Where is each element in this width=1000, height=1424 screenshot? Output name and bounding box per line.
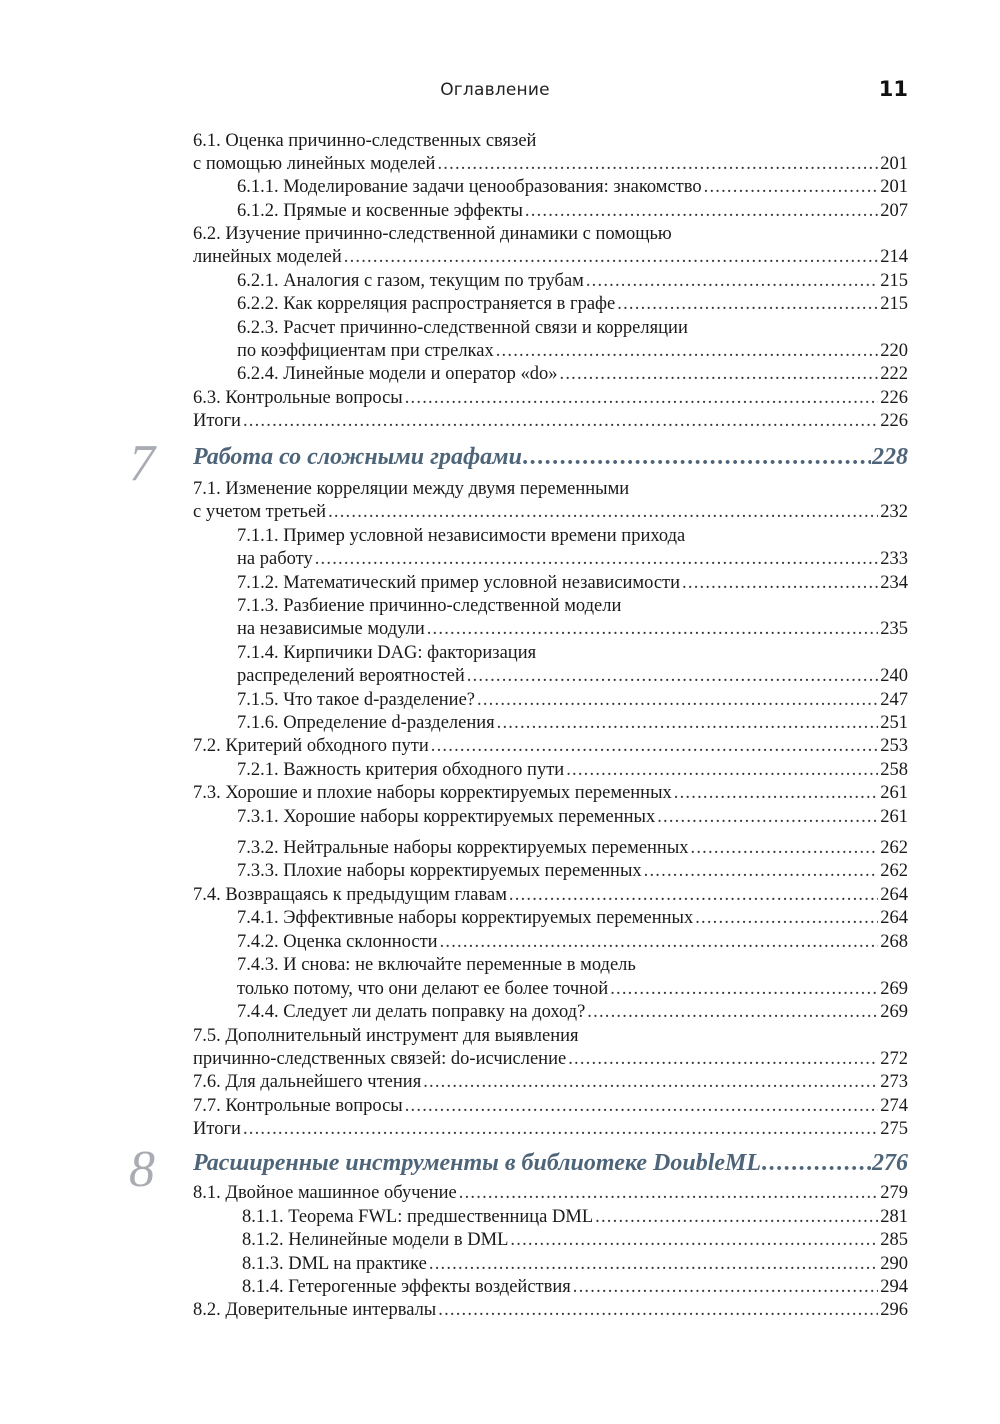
toc-entry[interactable]: 7.2. Критерий обходного пути ..... 253 [193, 734, 908, 758]
toc-entry[interactable]: 7.7. Контрольные вопросы ..... 274 [193, 1094, 908, 1118]
toc-entry[interactable]: 7.1.3. Разбиение причинно-следственной модели [237, 596, 622, 616]
toc-entry[interactable]: 7.1. Изменение корреляции между двумя переменными [193, 479, 630, 499]
toc-entry[interactable]: 8.1.1. Теорема FWL: предшественница DML ..... 281 [242, 1205, 908, 1229]
toc-entry[interactable]: 7.6. Для дальнейшего чтения ..... 273 [193, 1070, 908, 1094]
toc-entry[interactable]: 7.1.2. Математический пример условной независимости ..... 234 [237, 571, 908, 595]
toc-entry[interactable]: 6.1. Оценка причинно-следственных связей [193, 131, 537, 151]
toc-entry[interactable]: 8.1.4. Гетерогенные эффекты воздействия ..... 294 [242, 1275, 908, 1299]
toc-entry[interactable]: 7.3.1. Хорошие наборы корректируемых переменных ..... 261 [237, 805, 908, 829]
toc-entry[interactable]: 7.1.5. Что такое d-разделение? ..... 247 [237, 688, 908, 712]
toc-entry[interactable]: 6.2.3. Расчет причинно-следственной связи и корреляции [237, 318, 688, 338]
chapter-number: 8 [129, 1141, 155, 1198]
toc-entry[interactable]: 7.3.3. Плохие наборы корректируемых переменных ..... 262 [237, 859, 908, 883]
toc-entry[interactable]: 6.2.2. Как корреляция распространяется в графе ..... 215 [237, 292, 908, 316]
toc-entry[interactable]: 6.2.4. Линейные модели и оператор «do» ..... 222 [237, 362, 908, 386]
toc-entry[interactable]: 6.2. Изучение причинно-следственной динамики с помощью [193, 224, 672, 244]
page-number: 11 [878, 77, 908, 101]
toc-entry[interactable]: только потому, что они делают ее более точной ..... 269 [237, 977, 908, 1001]
toc-entry[interactable]: с помощью линейных моделей ..... 201 [193, 152, 908, 176]
chapter-number: 7 [129, 435, 155, 492]
toc-entry[interactable]: распределений вероятностей ..... 240 [237, 664, 908, 688]
running-header-title: Оглавление [440, 80, 550, 100]
toc-entry[interactable]: Итоги ..... 275 [193, 1117, 908, 1141]
toc-entry[interactable]: 8.1.3. DML на практике ..... 290 [242, 1252, 908, 1276]
toc-entry[interactable]: 7.4.4. Следует ли делать поправку на доход? ..... 269 [237, 1000, 908, 1024]
chapter-heading[interactable]: Расширенные инструменты в библиотеке DoubleML ..... 276 [193, 1148, 908, 1178]
toc-entry[interactable]: 6.2.1. Аналогия с газом, текущим по трубам ..... 215 [237, 269, 908, 293]
toc-entry[interactable]: 8.2. Доверительные интервалы ..... 296 [193, 1298, 908, 1322]
toc-entry[interactable]: Итоги ..... 226 [193, 409, 908, 433]
toc-entry[interactable]: 7.1.6. Определение d-разделения ..... 251 [237, 711, 908, 735]
toc-entry[interactable]: 6.3. Контрольные вопросы ..... 226 [193, 386, 908, 410]
toc-entry[interactable]: 7.2.1. Важность критерия обходного пути ..... 258 [237, 758, 908, 782]
toc-entry[interactable]: 7.4.2. Оценка склонности ..... 268 [237, 930, 908, 954]
toc-entry[interactable]: 8.1.2. Нелинейные модели в DML ..... 285 [242, 1228, 908, 1252]
toc-entry[interactable]: 8.1. Двойное машинное обучение ..... 279 [193, 1181, 908, 1205]
chapter-heading[interactable]: Работа со сложными графами ..... 228 [193, 442, 908, 472]
toc-entry[interactable]: 7.1.4. Кирпичики DAG: факторизация [237, 643, 537, 663]
toc-entry[interactable]: на работу ..... 233 [237, 547, 908, 571]
toc-entry[interactable]: 7.3. Хорошие и плохие наборы корректируемых переменных ..... 261 [193, 781, 908, 805]
toc-entry[interactable]: 7.1.1. Пример условной независимости времени прихода [237, 526, 686, 546]
toc-entry[interactable]: 6.1.2. Прямые и косвенные эффекты ..... 207 [237, 199, 908, 223]
toc-entry[interactable]: 7.3.2. Нейтральные наборы корректируемых переменных ..... 262 [237, 836, 908, 860]
toc-entry[interactable]: на независимые модули ..... 235 [237, 617, 908, 641]
toc-entry[interactable]: по коэффициентам при стрелках ..... 220 [237, 339, 908, 363]
toc-entry[interactable]: с учетом третьей ..... 232 [193, 500, 908, 524]
toc-entry[interactable]: 7.4.1. Эффективные наборы корректируемых переменных ..... 264 [237, 906, 908, 930]
toc-entry[interactable]: 7.4.3. И снова: не включайте переменные в модель [237, 955, 636, 975]
toc-entry[interactable]: причинно-следственных связей: do-исчисление ..... 272 [193, 1047, 908, 1071]
toc-entry[interactable]: 6.1.1. Моделирование задачи ценообразования: знакомство ..... 201 [237, 175, 908, 199]
toc-entry[interactable]: 7.4. Возвращаясь к предыдущим главам ..... 264 [193, 883, 908, 907]
toc-entry[interactable]: 7.5. Дополнительный инструмент для выявления [193, 1026, 579, 1046]
toc-entry[interactable]: линейных моделей ..... 214 [193, 245, 908, 269]
